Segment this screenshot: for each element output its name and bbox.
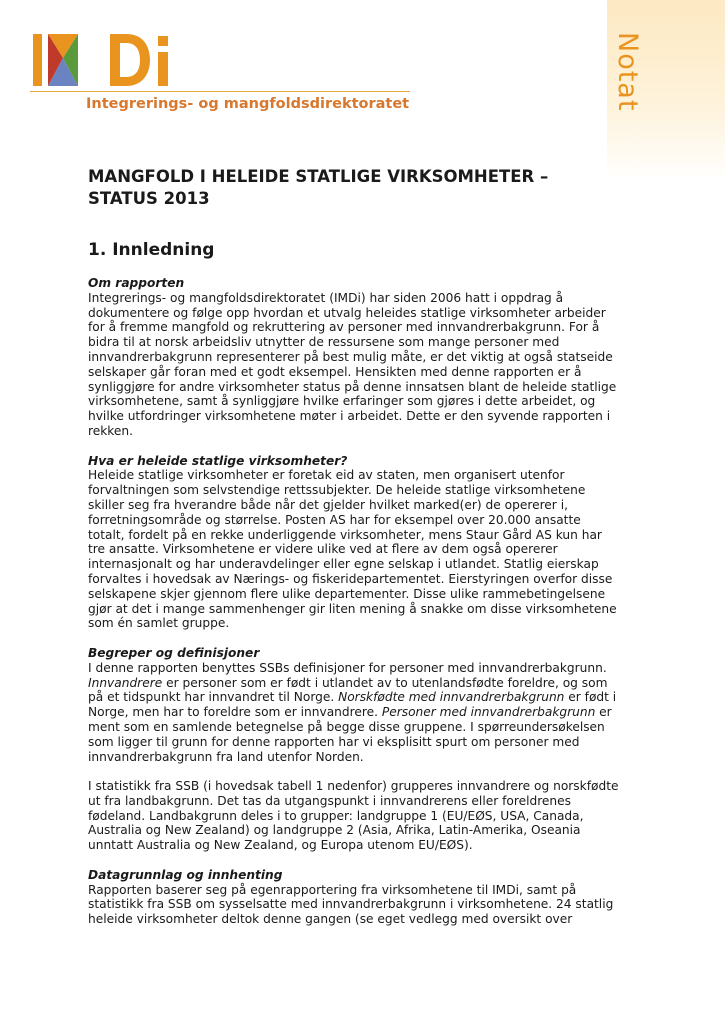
paragraph-begreper-definitions: I denne rapporten benyttes SSBs definisjoner for personer med innvandrerbakgrunn. Innvandrere er personer som er født i utlandet av to utenlandsfødte foreldre, og som på et tidspunkt har innvandret til Norge. Norskfødte med innvandrerbakgrunn er født i Norge, men har to foreldre som er innvandrere. Personer med innvandrerbakgrunn er ment som en samlende betegnelse på begge disse gruppene. I spørreundersøkelsen som ligger til grunn for denne rapporten har vi eksplisitt spurt om personer med innvandrerbakgrunn fra land utenfor Norden. [88,660,617,764]
subheading-datagrunnlag: Datagrunnlag og innhenting [88,867,283,882]
logo-divider [30,91,410,92]
paragraph-om-rapporten: Integrerings- og mangfoldsdirektoratet (IMDi) har siden 2006 hatt i oppdrag å dokumentere og følge opp hvordan et utvalg heleides statlige virksomheter arbeider for å fremme mangfold og rekruttering av personer med innvandrerbakgrunn. For å bidra til at norsk arbeidsliv utnytter de ressursene som mange personer med innvandrerbakgrunn representerer på best mulig måte, er det viktig at også statseide selskaper går foran med et godt eksempel. Hensikten med denne rapporten er å synliggjøre for andre virksomheter status på denne innsatsen blant de heleide statlige virksomhetene, samt å synliggjøre hvilke erfaringer som gjøres i dette arbeidet, og hvilke utfordringer virksomhetene møter i arbeidet. Dette er den syvende rapporten i rekken. [88,290,617,438]
document-body [88,276,620,927]
subheading-hva-er: Hva er heleide statlige virksomheter? [88,453,348,468]
term-norskfodte: Norskfødte med innvandrerbakgrunn [338,690,565,705]
subheading-om-rapporten: Om rapporten [88,276,185,290]
subheading-begreper: Begreper og definisjoner [88,645,260,660]
paragraph-begreper-landgrupper: I statistikk fra SSB (i hovedsak tabell 1 nedenfor) grupperes innvandrere og norskfødte ut fra landbakgrunn. Det tas da utgangspunkt i innvandrerens eller foreldrenes fødeland. Landbakgrunn deles i to grupper: landgruppe 1 (EU/EØS, USA, Canada, Australia og New Zealand) og landgruppe 2 (Asia, Afrika, Latin-Amerika, Oseania unntatt Australia og New Zealand, og Europa utenom EU/EØS). [88,779,619,853]
term-personer-med-innvandrerbakgrunn: Personer med innvandrerbakgrunn [381,705,596,720]
document-title: MANGFOLD I HELEIDE STATLIGE VIRKSOMHETER – STATUS 2013 [88,167,549,208]
paragraph-hva-er: Heleide statlige virksomheter er foretak eid av staten, men organisert utenfor forvaltningen som selvstendige rettssubjekter. De heleide statlige virksomhetene skiller seg fra hverandre både når det gjelder hvilket marked(er) de opererer i, forretningsområde og størrelse. Posten AS har for eksempel over 20.000 ansatte totalt, fordelt på en rekke underliggende virksomheter, mens Staur Gård AS kun har tre ansatte. Virksomhetene er videre ulike ved at flere av dem også opererer internasjonalt og har underavdelinger eller egne selskap i utlandet. Statlig eierskap forvaltes i hovedsak av Nærings- og fiskeridepartementet. Eierstyringen overfor disse selskapene skjer gjennom flere ulike departementer. Disse ulike rammebetingelsene gjør at det i mange sammenhenger gir liten mening å snakke om disse virksomhetene som én samlet gruppe. [88,468,617,631]
imdi-logo-mark [30,22,190,88]
term-innvandrere: Innvandrere [88,675,163,690]
document-type-label: Notat [612,32,643,112]
paragraph-datagrunnlag: Rapporten baserer seg på egenrapportering fra virksomhetene til IMDi, samt på statistikk fra SSB om sysselsatte med innvandrerbakgrunn i virksomhetene. 24 statlig heleide virksomheter deltok denne gangen (se eget vedlegg med oversikt over [88,882,614,927]
section-heading-innledning: 1. Innledning [88,240,215,260]
imdi-logo [30,22,190,92]
organization-tagline: Integrerings- og mangfoldsdirektoratet [86,96,410,112]
